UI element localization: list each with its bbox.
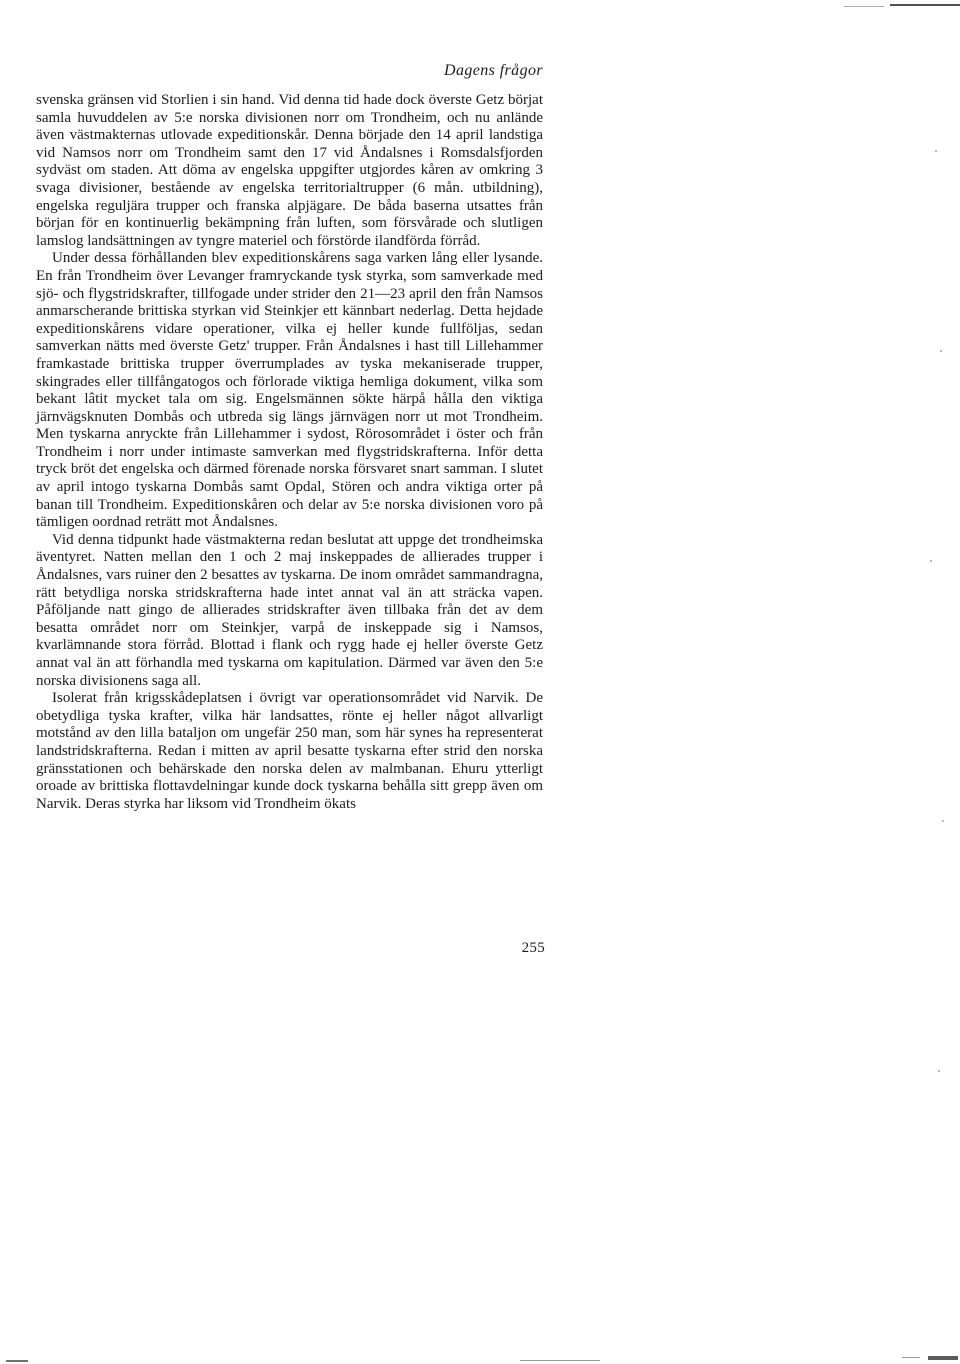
scan-artifact [935, 150, 937, 152]
scan-artifact [844, 6, 884, 7]
scan-artifact [942, 820, 944, 822]
scan-artifact [940, 350, 942, 352]
scan-artifact [520, 1360, 600, 1361]
scan-artifact [928, 1356, 958, 1360]
scan-artifact [902, 1357, 920, 1358]
body-text [36, 92, 543, 813]
paragraph-4: Isolerat från krigsskådeplatsen i övrigt var operationsområdet vid Narvik. De obetydliga tyska krafter, vilka här landsattes, rönte ej heller något allvarligt motstånd av den lilla bataljon om ungefär 250 man, som här synes ha representerat landstridskrafterna. Redan i mitten av april besatte tyskarna efter strid den norska gränsstationen och behärskade den norska delen av malmbanan. Ehuru ytterligt oroade av brittiska flottavdelningar kunde dock tyskarna behålla sitt grepp även om Narvik. Deras styrka har liksom vid Trondheim ökats [36, 690, 543, 812]
scan-artifact [6, 1360, 28, 1362]
paragraph-3: Vid denna tidpunkt hade västmakterna redan beslutat att uppge det trondheimska äventyret. Natten mellan den 1 och 2 maj inskeppades de allierades trupper i Åndalsnes, vars ruiner den 2 besattes av tyskarna. De inom området sammandragna, rätt betydliga norska stridskrafterna hade intet annat val än att sträcka vapen. Påföljande natt gingo de allierades stridskrafter även tillbaka från det av dem besatta området norr om Steinkjer, varpå de inskeppade sig i Namsos, kvarlämnande stora förråd. Blottad i flank och rygg hade ej heller överste Getz annat val än att förhandla med tyskarna om kapitulation. Därmed var även den 5:e norska divisionens saga all. [36, 531, 543, 689]
running-header: Dagens frågor [444, 62, 543, 79]
scan-artifact [938, 1070, 940, 1072]
paragraph-2: Under dessa förhållanden blev expeditionskårens saga varken lång eller lysande. En från Trondheim över Levanger framryckande tysk styrka, som samverkade med sjö- och flygstridskrafter, tillfogade under strider den 21—23 april den från Namsos anmarscherande brittiska styrkan vid Steinkjer ett kännbart nederlag. Detta hejdade expeditionskårens vidare operationer, vilka ej heller kunde fullföljas, sedan samverkan nätts med överste Getz' trupper. Från Åndalsnes i hast till Lillehammer framkastade brittiska trupper överrumplades av tyska mekaniserade trupper, skingrades eller tillfångatogos och förlorade viktiga hemliga dokument, vilka som bekant lâtit mycket tala om sig. Engelsmännen sökte härpå hålla den viktiga järnvägsknuten Dombås och utbreda sig längs järnvägen norr ut mot Trondheim. Men tyskarna anryckte från Lillehammer i sydost, Rörosområdet i öster och från Trondheim i norr under intimaste samverkan med flygstridskrafterna. Inför detta tryck bröt det engelska och därmed förenade norska försvaret snart samman. I slutet av april intogo tyskarna Dombås samt Opdal, Stören och andra viktiga orter på banan till Trondheim. Expeditionskåren och delar av 5:e norska divisionen voro på tämligen oordnad reträtt mot Åndalsnes. [36, 250, 543, 531]
page-number: 255 [521, 940, 545, 956]
scan-artifact [890, 4, 960, 6]
scan-artifact [930, 560, 932, 562]
paragraph-1: svenska gränsen vid Storlien i sin hand. Vid denna tid hade dock överste Getz börjat samla huvuddelen av 5:e norska divisionen norr om Trondheim, och nu anlände även västmakternas utlovade expeditionskår. Denna började den 14 april landstiga vid Namsos norr om Trondheim samt den 17 vid Åndalsnes i Romsdalsfjorden sydväst om staden. Att döma av engelska uppgifter utgjordes kåren av omkring 3 svaga divisioner, bestående av engelska territorialtrupper (6 mån. utbildning), engelska reguljära trupper och franska alpjägare. De båda baserna utsattes från början för en kontinuerlig bekämpning från luften, som försvårade och slutligen lamslog landsättningen av tyngre materiel och förstörde ilandförda förråd. [36, 92, 543, 249]
